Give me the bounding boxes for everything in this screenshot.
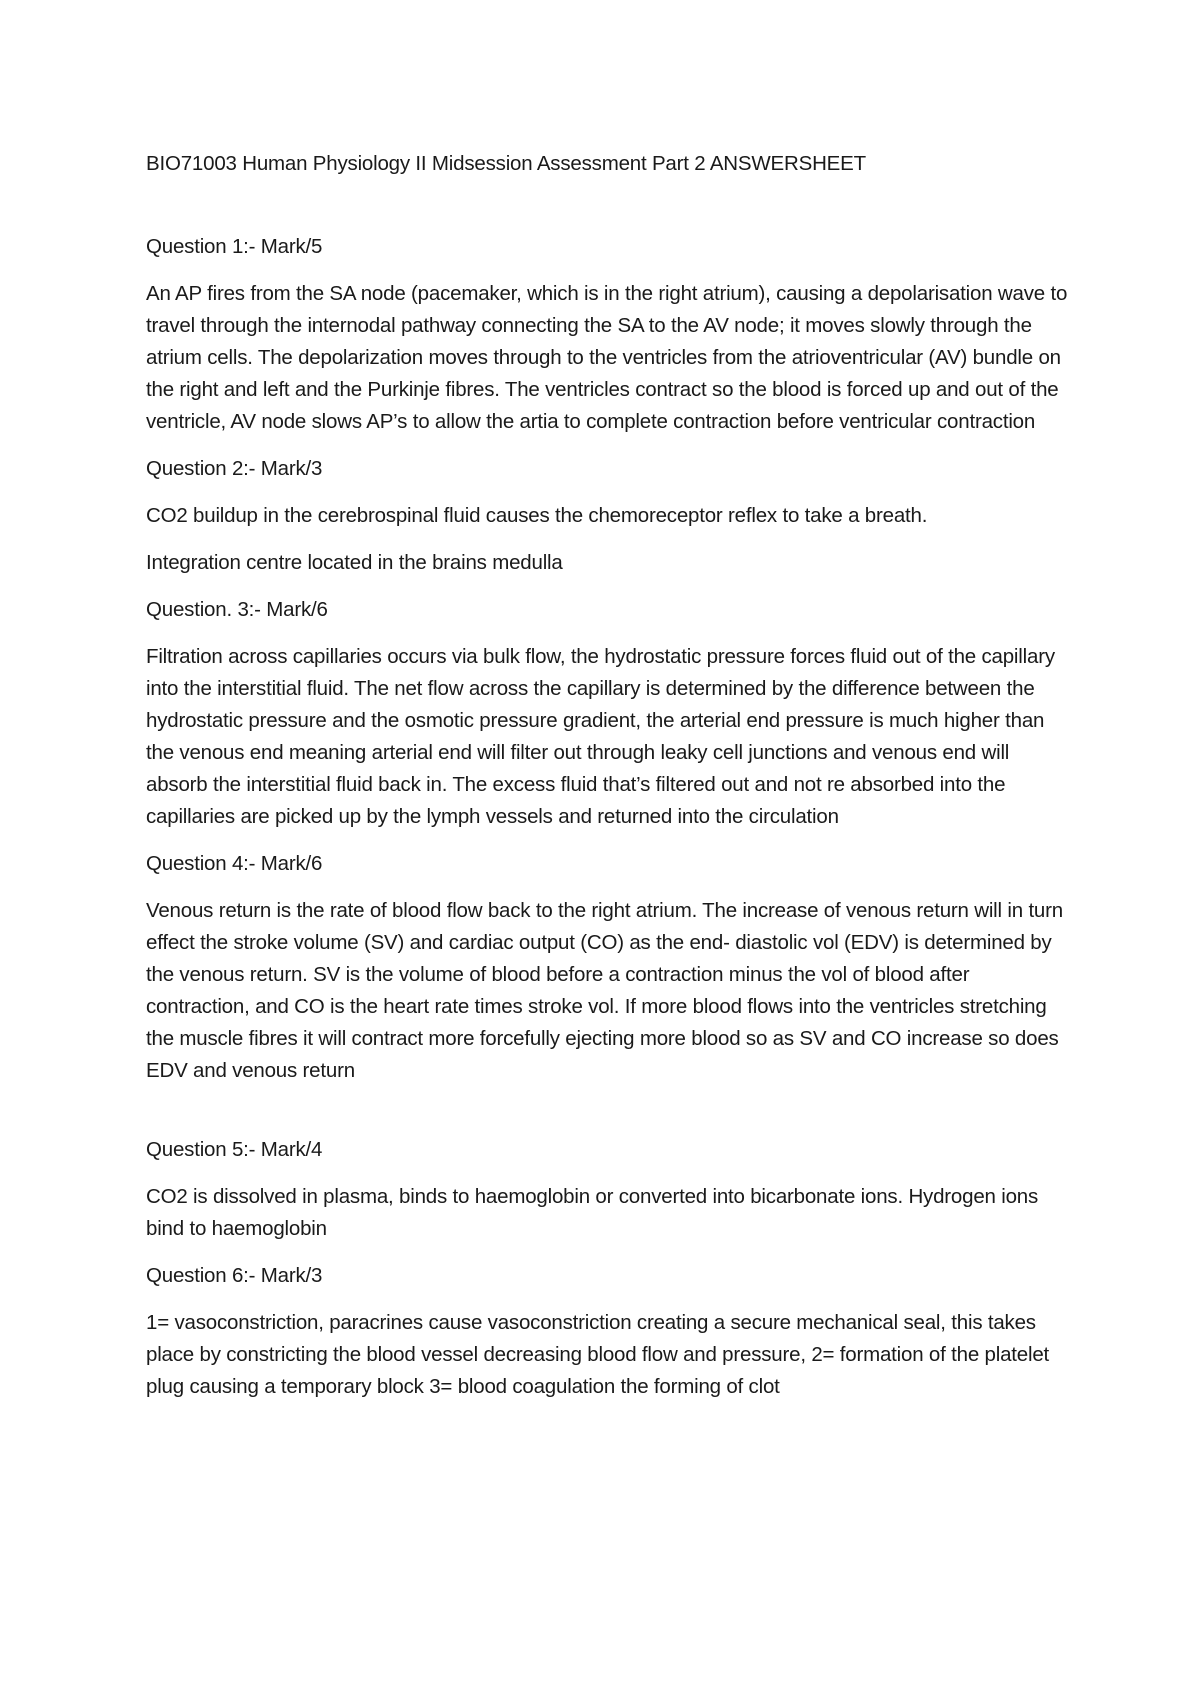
question-1-answer: An AP fires from the SA node (pacemaker, which is in the right atrium), causing a depolarisation wave to travel through the internodal pathway connecting the SA to the AV node; it moves slowly through the atrium cells. The depolarization moves through to the ventricles from the atrioventricular (AV) bundle on the right and left and the Purkinje fibres. The ventricles contract so the blood is forced up and out of the ventricle, AV node slows AP’s to allow the artia to complete contraction before ventricular contraction: [146, 282, 1068, 433]
question-2-heading: Question 2:- Mark/3: [146, 457, 323, 480]
question-4-answer: Venous return is the rate of blood flow back to the right atrium. The increase of venous return will in turn effect the stroke volume (SV) and cardiac output (CO) as the end- diastolic vol (EDV) is determined by the venous return. SV is the volume of blood before a contraction minus the vol of blood after contraction, and CO is the heart rate times stroke vol. If more blood flows into the ventricles stretching the muscle fibres it will contract more forcefully ejecting more blood so as SV and CO increase so does EDV and venous return: [146, 899, 1063, 1082]
question-6-answer: 1= vasoconstriction, paracrines cause vasoconstriction creating a secure mechanical seal, this takes place by constricting the blood vessel decreasing blood flow and pressure, 2= formation of the platelet plug causing a temporary block 3= blood coagulation the forming of clot: [146, 1311, 1050, 1398]
question-1-heading: Question 1:- Mark/5: [146, 235, 323, 258]
question-3-answer: Filtration across capillaries occurs via bulk flow, the hydrostatic pressure forces fluid out of the capillary into the interstitial fluid. The net flow across the capillary is determined by the difference between the hydrostatic pressure and the osmotic pressure gradient, the arterial end pressure is much higher than the venous end meaning arterial end will filter out through leaky cell junctions and venous end will absorb the interstitial fluid back in. The excess fluid that’s filtered out and not re absorbed into the capillaries are picked up by the lymph vessels and returned into the circulation: [146, 645, 1055, 828]
question-3-heading: Question. 3:- Mark/6: [146, 598, 328, 621]
question-2-answer-line-2: Integration centre located in the brains medulla: [146, 551, 563, 574]
document-body: [146, 148, 1076, 1418]
question-6-heading: Question 6:- Mark/3: [146, 1264, 323, 1287]
question-4-heading: Question 4:- Mark/6: [146, 852, 323, 875]
question-5-answer: CO2 is dissolved in plasma, binds to haemoglobin or converted into bicarbonate ions. Hydrogen ions bind to haemoglobin: [146, 1185, 1039, 1240]
question-5-heading: Question 5:- Mark/4: [146, 1138, 323, 1161]
question-2-answer-line-1: CO2 buildup in the cerebrospinal fluid causes the chemoreceptor reflex to take a breath.: [146, 504, 928, 527]
document-title: BIO71003 Human Physiology II Midsession Assessment Part 2 ANSWERSHEET: [146, 152, 866, 175]
